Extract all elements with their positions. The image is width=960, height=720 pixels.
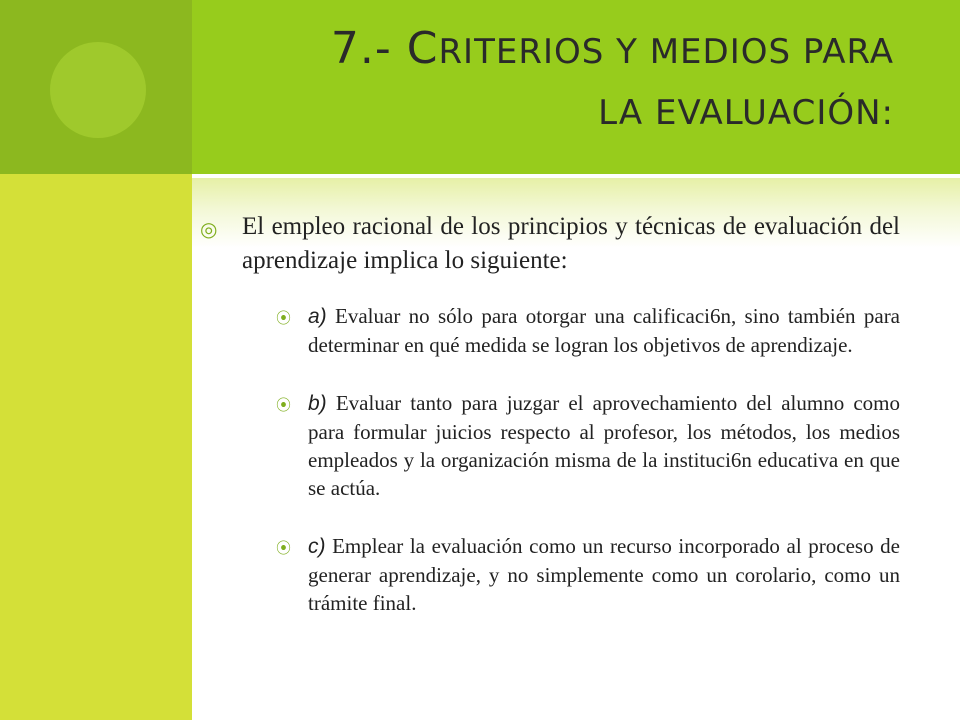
list-item <box>276 302 900 359</box>
circle-bullet-icon: ◎ <box>200 217 218 241</box>
circle-bullet-icon: ⦿ <box>276 539 292 557</box>
title-line1-rest: RITERIOS Y MEDIOS PARA <box>438 32 894 72</box>
intro-text: El empleo racional de los principios y técnicas de evaluación del aprendizaje implica lo siguiente: <box>242 213 900 274</box>
decorative-circle <box>50 42 146 138</box>
item-label: a) <box>308 305 327 328</box>
slide-title <box>254 20 894 142</box>
circle-bullet-icon: ⦿ <box>276 396 292 414</box>
item-label: b) <box>308 392 327 415</box>
list-item <box>276 532 900 617</box>
item-text: Evaluar no sólo para otorgar una calificaci6n, sino también para determinar en qué medida se logran los objetivos de aprendizaje. <box>308 304 901 357</box>
slide-content <box>200 210 900 617</box>
item-text: Emplear la evaluación como un recurso incorporado al proceso de generar aprendizaje, y no simplemente como un corolario, como un trámite final. <box>308 534 900 615</box>
circle-bullet-icon: ⦿ <box>276 309 292 327</box>
left-band-bottom <box>0 174 192 720</box>
title-line2-rest: VALUACIÓN: <box>677 93 894 133</box>
item-label: c) <box>308 535 326 558</box>
title-line2-prefix: LA E <box>598 93 678 133</box>
title-line1-prefix: 7.- C <box>330 23 439 74</box>
item-text: Evaluar tanto para juzgar el aprovechamiento del alumno como para formular juicios respecto al profesor, los métodos, los medios empleados y la organización misma de la instituci6n educativa en que se actúa. <box>308 391 900 500</box>
list-item <box>276 389 900 502</box>
intro-paragraph <box>200 210 900 278</box>
